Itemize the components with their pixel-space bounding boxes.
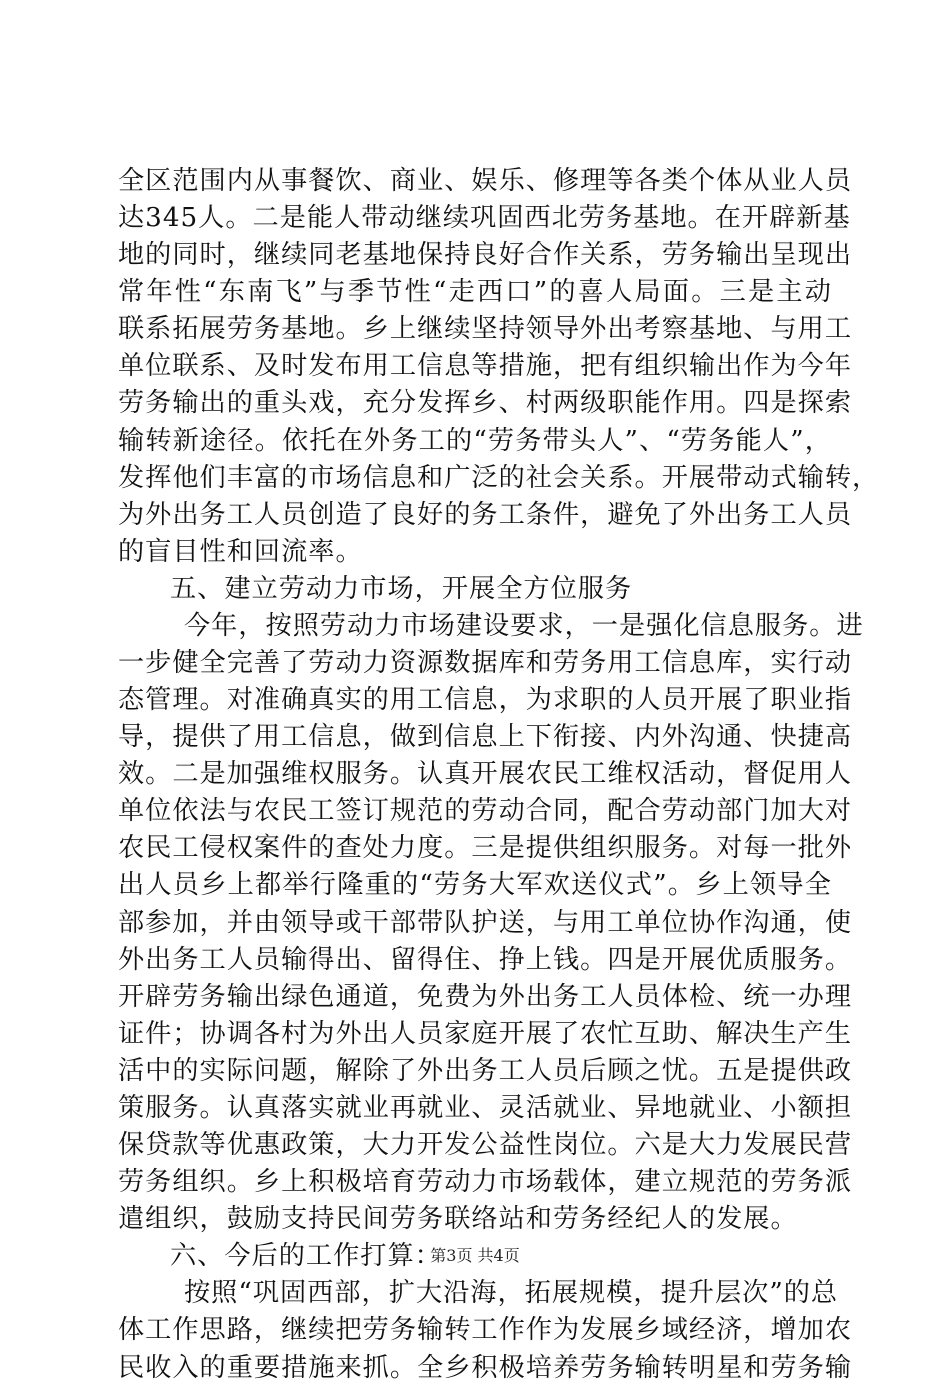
- paragraph-line: 联系拓展劳务基地。乡上继续坚持领导外出考察基地、与用工: [118, 314, 853, 345]
- paragraph-line: 遣组织，鼓励支持民间劳务联络站和劳务经纪人的发展。: [118, 1204, 798, 1235]
- paragraph-line: 保贷款等优惠政策，大力开发公益性岗位。六是大力发展民营: [118, 1130, 853, 1161]
- paragraph-line: 常年性“东南飞”与季节性“走西口”的喜人局面。三是主动: [118, 277, 832, 308]
- paragraph-line: 达345人。二是能人带动继续巩固西北劳务基地。在开辟新基: [118, 203, 851, 234]
- paragraph-line: 态管理。对准确真实的用工信息，为求职的人员开展了职业指: [118, 685, 853, 716]
- paragraph-line: 活中的实际问题，解除了外出务工人员后顾之忧。五是提供政: [118, 1055, 853, 1086]
- paragraph-line: 出人员乡上都举行隆重的“劳务大军欢送仪式”。乡上领导全: [118, 870, 832, 901]
- paragraph-line: 证件；协调各村为外出人员家庭开展了农忙互助、解决生产生: [118, 1018, 853, 1049]
- paragraph-line: 外出务工人员输得出、留得住、挣上钱。四是开展优质服务。: [118, 944, 853, 975]
- paragraph-line: 全区范围内从事餐饮、商业、娱乐、修理等各类个体从业人员: [118, 166, 853, 196]
- page-footer: [0, 1245, 950, 1267]
- paragraph-line: 劳务输出的重头戏，充分发挥乡、村两级职能作用。四是探索: [118, 388, 853, 419]
- paragraph-line: 体工作思路，继续把劳务输转工作作为发展乡域经济，增加农: [118, 1315, 853, 1346]
- paragraph-line: 农民工侵权案件的查处力度。三是提供组织服务。对每一批外: [118, 833, 853, 864]
- paragraph-line: 开辟劳务输出绿色通道，免费为外出务工人员体检、统一办理: [118, 981, 853, 1012]
- paragraph-line: 效。二是加强维权服务。认真开展农民工维权活动，督促用人: [118, 759, 853, 790]
- paragraph-line: 为外出务工人员创造了良好的务工条件，避免了外出务工人员: [118, 499, 853, 530]
- paragraph-line: 导，提供了用工信息，做到信息上下衔接、内外沟通、快捷高: [118, 722, 853, 753]
- section-heading: 五、建立劳动力市场，开展全方位服务: [170, 573, 633, 604]
- paragraph-line: 地的同时，继续同老基地保持良好合作关系，劳务输出呈现出: [118, 240, 853, 271]
- paragraph-line: 策服务。认真落实就业再就业、灵活就业、异地就业、小额担: [118, 1092, 853, 1123]
- paragraph-line: 发挥他们丰富的市场信息和广泛的社会关系。开展带动式输转，: [118, 462, 880, 493]
- section-heading: 六、今后的工作打算：: [170, 1241, 442, 1272]
- paragraph-line: 民收入的重要措施来抓。全乡积极培养劳务输转明星和劳务输: [118, 1352, 853, 1383]
- paragraph-line: 部参加，并由领导或干部带队护送，与用工单位协作沟通，使: [118, 907, 853, 938]
- paragraph-line: 按照“巩固西部，扩大沿海，拓展规模，提升层次”的总: [184, 1278, 839, 1309]
- page-number-label: 第3页 共4页: [430, 1246, 520, 1265]
- paragraph-line: 劳务组织。乡上积极培育劳动力市场载体，建立规范的劳务派: [118, 1167, 853, 1198]
- document-body: [118, 163, 880, 1387]
- paragraph-line: 一步健全完善了劳动力资源数据库和劳务用工信息库，实行动: [118, 648, 853, 679]
- paragraph-line: 单位联系、及时发布用工信息等措施，把有组织输出作为今年: [118, 351, 853, 382]
- paragraph-line: 今年，按照劳动力市场建设要求，一是强化信息服务。进: [184, 610, 864, 641]
- paragraph-line: 的盲目性和回流率。: [118, 536, 363, 567]
- paragraph-line: 输转新途径。依托在外务工的“劳务带头人”、“劳务能人”，: [118, 425, 832, 456]
- paragraph-line: 单位依法与农民工签订规范的劳动合同，配合劳动部门加大对: [118, 796, 853, 827]
